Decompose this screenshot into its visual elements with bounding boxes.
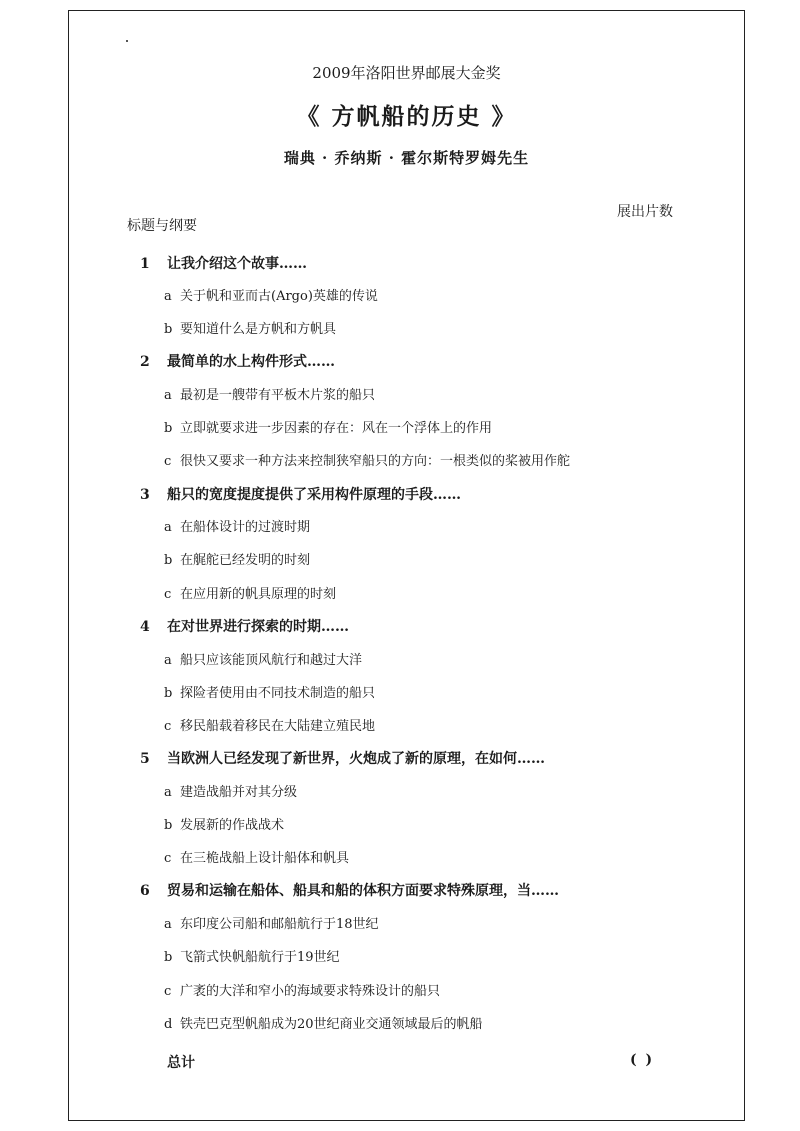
section-title: 让我介绍这个故事……: [167, 256, 307, 272]
total-value: ( ): [630, 1052, 655, 1068]
item-text: 要知道什么是方帆和方帆具: [180, 322, 337, 337]
section-number: 1: [140, 256, 150, 272]
list-item: [164, 516, 310, 535]
list-item: [164, 649, 362, 668]
section-heading: [140, 748, 545, 768]
item-text: 很快又要求一种方法来控制狭窄船只的方向：一根类似的桨被用作舵: [180, 454, 571, 469]
list-item: [164, 847, 349, 866]
section-title: 在对世界进行探索的时期……: [167, 619, 349, 635]
section-heading: [140, 351, 335, 371]
item-letter: a: [164, 520, 172, 535]
item-letter: b: [164, 950, 173, 965]
item-letter: b: [164, 818, 173, 833]
list-item: [164, 715, 375, 734]
section-title: 船只的宽度提度提供了采用构件原理的手段……: [167, 487, 461, 503]
item-letter: b: [164, 322, 173, 337]
list-item: [164, 1013, 483, 1032]
award-line: 2009年洛阳世界邮展大金奖: [312, 64, 501, 82]
list-item: [164, 318, 336, 337]
section-number: 3: [140, 487, 150, 503]
item-letter: d: [164, 1017, 173, 1032]
item-letter: a: [164, 653, 172, 668]
list-item: [164, 583, 336, 602]
item-text: 发展新的作战战术: [180, 818, 285, 833]
item-text: 移民船载着移民在大陆建立殖民地: [180, 719, 376, 734]
item-letter: a: [164, 785, 172, 800]
section-heading: [140, 616, 349, 636]
item-letter: c: [164, 719, 172, 734]
total-label: 总计: [167, 1055, 195, 1071]
section-heading: [140, 484, 461, 504]
list-item: [164, 384, 375, 403]
item-text: 建造战船并对其分级: [180, 785, 298, 800]
item-letter: c: [164, 984, 172, 999]
item-text: 关于帆和亚而古(Argo)英雄的传说: [180, 289, 378, 304]
list-item: [164, 682, 375, 701]
list-item: [164, 285, 378, 304]
item-letter: a: [164, 388, 172, 403]
contents-column-header: 标题与纲要: [127, 218, 197, 234]
list-item: [164, 549, 310, 568]
item-letter: b: [164, 421, 173, 436]
item-letter: a: [164, 289, 172, 304]
frames-column-header: 展出片数: [617, 204, 673, 220]
item-text: 飞箭式快帆船航行于19世纪: [180, 950, 340, 965]
section-heading: [140, 253, 307, 273]
item-text: 东印度公司船和邮船航行于18世纪: [180, 917, 379, 932]
list-item: [164, 814, 284, 833]
scan-speck: [126, 40, 128, 42]
section-number: 5: [140, 751, 150, 767]
document-title: 《 方帆船的历史 》: [296, 103, 517, 130]
item-letter: b: [164, 686, 173, 701]
item-text: 在三桅战船上设计船体和帆具: [180, 851, 350, 866]
list-item: [164, 980, 440, 999]
author-line: 瑞典 · 乔纳斯 · 霍尔斯特罗姆先生: [283, 149, 530, 167]
item-text: 在艉舵已经发明的时刻: [180, 553, 311, 568]
item-letter: c: [164, 587, 172, 602]
item-text: 广袤的大洋和窄小的海域要求特殊设计的船只: [180, 984, 441, 999]
item-text: 在应用新的帆具原理的时刻: [180, 587, 337, 602]
section-title: 最简单的水上构件形式……: [167, 354, 335, 370]
section-title: 当欧洲人已经发现了新世界，火炮成了新的原理，在如何……: [167, 751, 545, 767]
item-letter: b: [164, 553, 173, 568]
list-item: [164, 946, 340, 965]
list-item: [164, 450, 570, 469]
item-text: 在船体设计的过渡时期: [180, 520, 311, 535]
section-number: 6: [140, 883, 150, 899]
section-heading: [140, 880, 559, 900]
list-item: [164, 781, 297, 800]
section-number: 4: [140, 619, 150, 635]
item-text: 铁壳巴克型帆船成为20世纪商业交通领域最后的帆船: [180, 1017, 483, 1032]
item-text: 最初是一艘带有平板木片浆的船只: [180, 388, 376, 403]
list-item: [164, 417, 492, 436]
list-item: [164, 913, 379, 932]
section-number: 2: [140, 354, 150, 370]
item-letter: a: [164, 917, 172, 932]
item-text: 立即就要求进一步因素的存在：风在一个浮体上的作用: [180, 421, 493, 436]
section-title: 贸易和运输在船体、船具和船的体积方面要求特殊原理，当……: [167, 883, 559, 899]
item-text: 船只应该能顶风航行和越过大洋: [180, 653, 363, 668]
item-letter: c: [164, 454, 172, 469]
item-letter: c: [164, 851, 172, 866]
item-text: 探险者使用由不同技术制造的船只: [180, 686, 376, 701]
